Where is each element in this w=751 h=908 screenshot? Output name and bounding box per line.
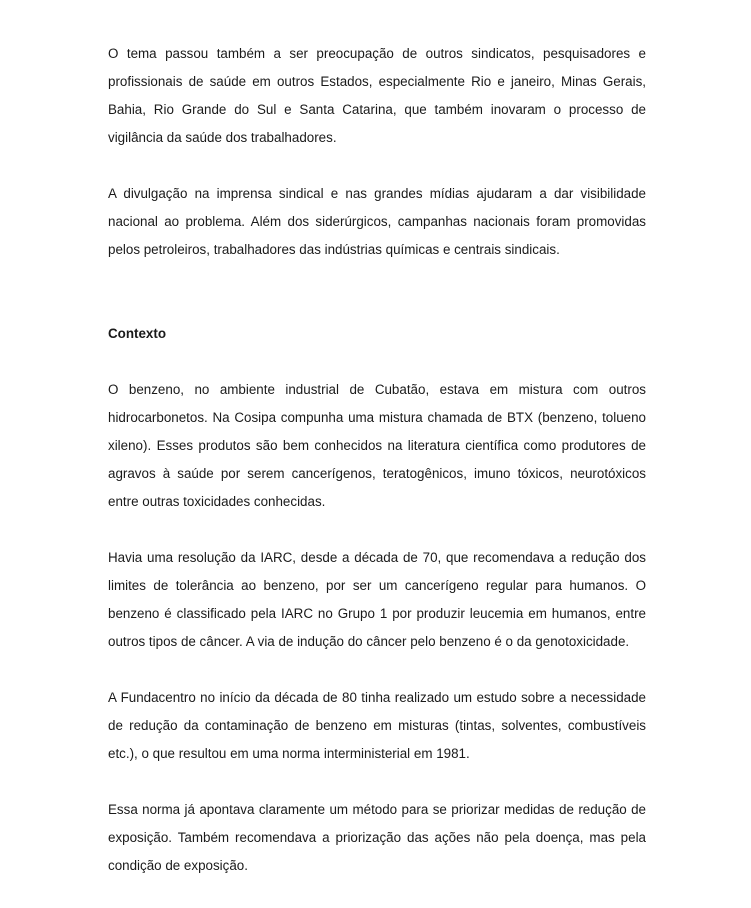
section-heading: Contexto: [108, 326, 167, 341]
paragraph: Essa norma já apontava claramente um método para se priorizar medidas de redução de exposição. Também recomendava a priorização das ações não pela doença, mas pela condição de exposição.: [108, 802, 646, 873]
document-page: [108, 40, 646, 908]
paragraph: O benzeno, no ambiente industrial de Cubatão, estava em mistura com outros hidrocarbonetos. Na Cosipa compunha uma mistura chamada de BTX (benzeno, tolueno xileno). Esses produtos são bem conhecidos na literatura científica como produtores de agravos à saúde por serem cancerígenos, teratogênicos, imuno tóxicos, neurotóxicos entre outras toxicidades conhecidas.: [108, 382, 646, 509]
paragraph: O tema passou também a ser preocupação de outros sindicatos, pesquisadores e profissionais de saúde em outros Estados, especialmente Rio e janeiro, Minas Gerais, Bahia, Rio Grande do Sul e Santa Catarina, que também inovaram o processo de vigilância da saúde dos trabalhadores.: [108, 46, 646, 145]
paragraph: A divulgação na imprensa sindical e nas grandes mídias ajudaram a dar visibilidade nacional ao problema. Além dos siderúrgicos, campanhas nacionais foram promovidas pelos petroleiros, trabalhadores das indústrias químicas e centrais sindicais.: [108, 186, 646, 257]
paragraph: Havia uma resolução da IARC, desde a década de 70, que recomendava a redução dos limites de tolerância ao benzeno, por ser um cancerígeno regular para humanos. O benzeno é classificado pela IARC no Grupo 1 por produzir leucemia em humanos, entre outros tipos de câncer. A via de indução do câncer pelo benzeno é o da genotoxicidade.: [108, 550, 646, 649]
paragraph: A Fundacentro no início da década de 80 tinha realizado um estudo sobre a necessidade de redução da contaminação de benzeno em misturas (tintas, solventes, combustíveis etc.), o que resultou em uma norma interministerial em 1981.: [108, 690, 646, 761]
